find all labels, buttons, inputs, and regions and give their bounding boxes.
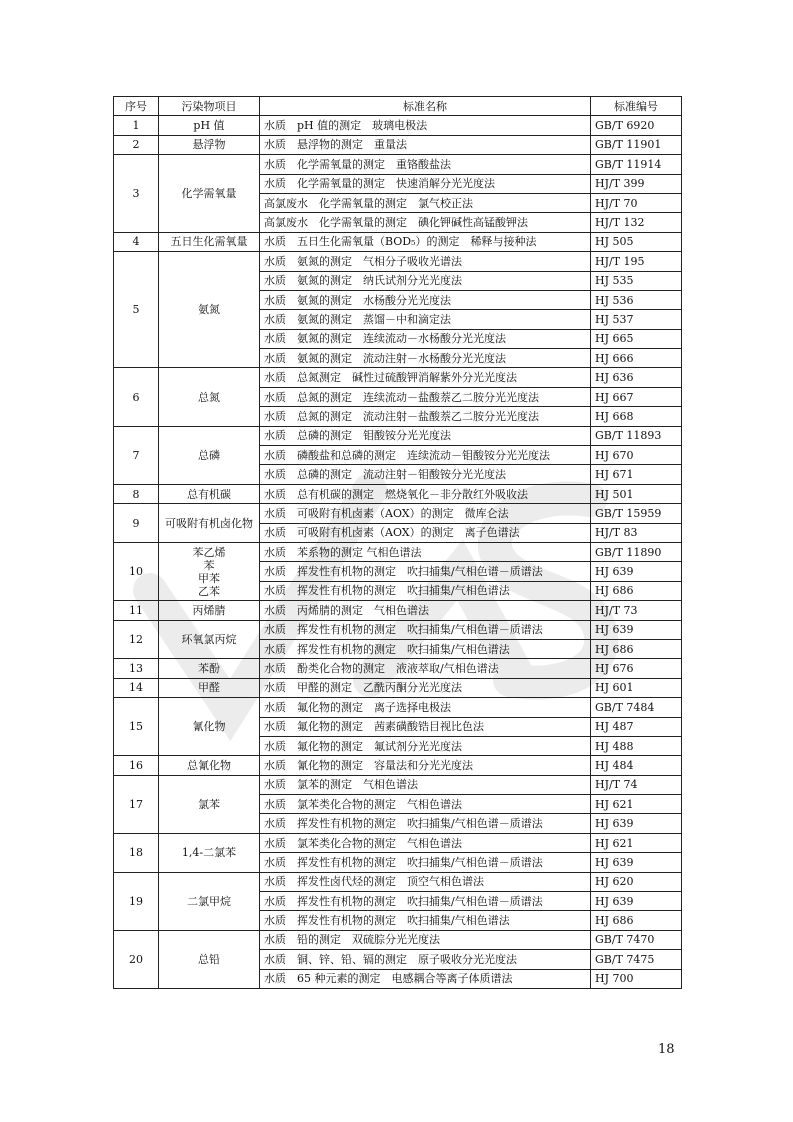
standard-name: 水质 氯苯的测定 气相色谱法 — [260, 775, 591, 794]
standard-name: 水质 化学需氧量的测定 重铬酸盐法 — [260, 155, 591, 174]
standards-table — [113, 96, 682, 989]
standard-code: HJ 686 — [591, 911, 682, 930]
pollutant-item-line: 乙苯 — [198, 584, 220, 598]
pollutant-item — [159, 698, 260, 756]
standard-name: 水质 挥发性有机物的测定 吹扫捕集/气相色谱法 — [260, 639, 591, 658]
row-number: 11 — [114, 601, 159, 620]
row-number: 5 — [114, 252, 159, 368]
pollutant-item-line: 苯乙烯 — [192, 545, 226, 559]
standard-code: HJ 639 — [591, 892, 682, 911]
table-row — [114, 368, 682, 387]
header-standard-name: 标准名称 — [260, 97, 591, 116]
standard-code: HJ 639 — [591, 814, 682, 833]
pollutant-item-line: 总磷 — [198, 448, 220, 462]
row-number: 10 — [114, 542, 159, 600]
pollutant-item — [159, 504, 260, 543]
standard-name: 水质 氰化物的测定 容量法和分光光度法 — [260, 756, 591, 775]
standard-code: HJ 639 — [591, 853, 682, 872]
standard-code: HJ 639 — [591, 620, 682, 639]
pollutant-item-line: 氰化物 — [192, 720, 226, 734]
standard-code: HJ 535 — [591, 271, 682, 290]
standard-name: 水质 氟化物的测定 茜素磺酸锆目视比色法 — [260, 717, 591, 736]
standard-code: HJ 487 — [591, 717, 682, 736]
standard-code: HJ 700 — [591, 969, 682, 988]
standard-code: HJ 501 — [591, 484, 682, 503]
pollutant-item — [159, 833, 260, 872]
standard-code: HJ 665 — [591, 329, 682, 348]
standard-name: 水质 挥发性有机物的测定 吹扫捕集/气相色谱法 — [260, 911, 591, 930]
standard-code: HJ/T 132 — [591, 213, 682, 232]
standard-name: 水质 氨氮的测定 蒸馏－中和滴定法 — [260, 310, 591, 329]
standard-name: 高氯废水 化学需氧量的测定 碘化钾碱性高锰酸钾法 — [260, 213, 591, 232]
standard-code: HJ 537 — [591, 310, 682, 329]
pollutant-item-line: 丙烯腈 — [192, 603, 226, 617]
standard-name: 水质 可吸附有机卤素（AOX）的测定 微库仑法 — [260, 504, 591, 523]
standard-code: HJ 636 — [591, 368, 682, 387]
standard-code: HJ 621 — [591, 795, 682, 814]
standard-code: HJ 505 — [591, 232, 682, 251]
standard-code: GB/T 11901 — [591, 135, 682, 154]
pollutant-item-line: 苯 — [203, 558, 215, 572]
table-row — [114, 775, 682, 794]
standard-name: 水质 pH 值的测定 玻璃电极法 — [260, 116, 591, 135]
table-row — [114, 678, 682, 697]
row-number: 6 — [114, 368, 159, 426]
standard-code: GB/T 11893 — [591, 426, 682, 445]
table-row — [114, 698, 682, 717]
standard-code: HJ 676 — [591, 659, 682, 678]
standard-name: 水质 总磷的测定 钼酸铵分光光度法 — [260, 426, 591, 445]
standard-name: 水质 氨氮的测定 连续流动－水杨酸分光光度法 — [260, 329, 591, 348]
standard-name: 水质 总氮的测定 连续流动－盐酸萘乙二胺分光光度法 — [260, 387, 591, 406]
pollutant-item-line: 五日生化需氧量 — [170, 235, 248, 249]
standard-name: 水质 总氮的测定 流动注射－盐酸萘乙二胺分光光度法 — [260, 407, 591, 426]
standard-name: 水质 挥发性有机物的测定 吹扫捕集/气相色谱－质谱法 — [260, 620, 591, 639]
pollutant-item-line: 可吸附有机卤化物 — [165, 516, 253, 530]
pollutant-item-line: 1,4-二氯苯 — [181, 846, 237, 860]
row-number: 20 — [114, 930, 159, 988]
pollutant-item — [159, 426, 260, 484]
pollutant-item — [159, 756, 260, 775]
standard-code: HJ 621 — [591, 833, 682, 852]
standard-name: 水质 氨氮的测定 纳氏试剂分光光度法 — [260, 271, 591, 290]
standard-name: 水质 65 种元素的测定 电感耦合等离子体质谱法 — [260, 969, 591, 988]
pollutant-item-line: 环氧氯丙烷 — [181, 632, 237, 646]
standard-code: HJ 601 — [591, 678, 682, 697]
standard-name: 水质 挥发性有机物的测定 吹扫捕集/气相色谱－质谱法 — [260, 562, 591, 581]
table-row — [114, 426, 682, 445]
standard-code: GB/T 11914 — [591, 155, 682, 174]
standard-code: HJ/T 83 — [591, 523, 682, 542]
table-header-row — [114, 97, 682, 116]
pollutant-item — [159, 620, 260, 659]
standard-code: HJ 686 — [591, 581, 682, 600]
standard-name: 水质 铅的测定 双硫腙分光光度法 — [260, 930, 591, 949]
pollutant-item-line: 悬浮物 — [192, 138, 226, 152]
standard-name: 水质 挥发性有机物的测定 吹扫捕集/气相色谱－质谱法 — [260, 853, 591, 872]
pollutant-item — [159, 775, 260, 833]
standard-code: HJ 484 — [591, 756, 682, 775]
standard-code: HJ 488 — [591, 736, 682, 755]
row-number: 17 — [114, 775, 159, 833]
header-pollutant: 污染物项目 — [159, 97, 260, 116]
row-number: 3 — [114, 155, 159, 233]
table-row — [114, 872, 682, 891]
row-number: 7 — [114, 426, 159, 484]
header-standard-code: 标准编号 — [591, 97, 682, 116]
table-row — [114, 756, 682, 775]
page-number: 18 — [658, 1042, 675, 1057]
standard-code: GB/T 7475 — [591, 950, 682, 969]
table-row — [114, 930, 682, 949]
standard-name: 水质 氨氮的测定 流动注射－水杨酸分光光度法 — [260, 349, 591, 368]
standard-code: HJ 639 — [591, 562, 682, 581]
table-row — [114, 116, 682, 135]
standard-name: 水质 氟化物的测定 离子选择电极法 — [260, 698, 591, 717]
pollutant-item-line: 总氮 — [198, 390, 220, 404]
pollutant-item — [159, 542, 260, 600]
table-row — [114, 232, 682, 251]
table-row — [114, 601, 682, 620]
pollutant-item-line: 总氰化物 — [187, 758, 231, 772]
pollutant-item — [159, 135, 260, 154]
standard-name: 水质 总氮测定 碱性过硫酸钾消解紫外分光光度法 — [260, 368, 591, 387]
pollutant-item-line: 氯苯 — [198, 797, 220, 811]
row-number: 1 — [114, 116, 159, 135]
pollutant-item — [159, 252, 260, 368]
table-row — [114, 833, 682, 852]
pollutant-item — [159, 116, 260, 135]
pollutant-item — [159, 232, 260, 251]
pollutant-item-line: pH 值 — [193, 119, 225, 133]
standard-code: HJ/T 70 — [591, 193, 682, 212]
pollutant-item-line: 总有机碳 — [187, 487, 231, 501]
row-number: 4 — [114, 232, 159, 251]
standard-code: GB/T 6920 — [591, 116, 682, 135]
table-row — [114, 542, 682, 561]
standard-name: 水质 丙烯腈的测定 气相色谱法 — [260, 601, 591, 620]
pollutant-item — [159, 678, 260, 697]
row-number: 12 — [114, 620, 159, 659]
standard-code: HJ 666 — [591, 349, 682, 368]
pollutant-item-line: 苯酚 — [198, 662, 220, 676]
table-row — [114, 504, 682, 523]
standard-code: HJ/T 74 — [591, 775, 682, 794]
table-row — [114, 155, 682, 174]
standard-code: HJ 620 — [591, 872, 682, 891]
table-body — [114, 116, 682, 989]
table-row — [114, 135, 682, 154]
pollutant-item — [159, 484, 260, 503]
row-number: 2 — [114, 135, 159, 154]
pollutant-item — [159, 872, 260, 930]
standard-name: 高氯废水 化学需氧量的测定 氯气校正法 — [260, 193, 591, 212]
row-number: 18 — [114, 833, 159, 872]
table-row — [114, 484, 682, 503]
standard-name: 水质 总有机碳的测定 燃烧氧化－非分散红外吸收法 — [260, 484, 591, 503]
row-number: 9 — [114, 504, 159, 543]
row-number: 14 — [114, 678, 159, 697]
standard-name: 水质 氨氮的测定 气相分子吸收光谱法 — [260, 252, 591, 271]
standard-name: 水质 甲醛的测定 乙酰丙酮分光光度法 — [260, 678, 591, 697]
pollutant-item-line: 甲醛 — [198, 681, 220, 695]
pollutant-item — [159, 155, 260, 233]
row-number: 13 — [114, 659, 159, 678]
pollutant-item-line: 化学需氧量 — [181, 186, 237, 200]
header-no: 序号 — [114, 97, 159, 116]
pollutant-item-line: 氨氮 — [198, 303, 220, 317]
pollutant-item-line: 总铅 — [198, 952, 220, 966]
standard-name: 水质 苯系物的测定 气相色谱法 — [260, 542, 591, 561]
standard-name: 水质 挥发性有机物的测定 吹扫捕集/气相色谱－质谱法 — [260, 892, 591, 911]
standard-code: HJ 670 — [591, 446, 682, 465]
standard-code: HJ/T 195 — [591, 252, 682, 271]
standard-name: 水质 悬浮物的测定 重量法 — [260, 135, 591, 154]
standard-name: 水质 氟化物的测定 氟试剂分光光度法 — [260, 736, 591, 755]
standard-name: 水质 挥发性有机物的测定 吹扫捕集/气相色谱法 — [260, 581, 591, 600]
standard-code: HJ 668 — [591, 407, 682, 426]
standard-code: HJ 671 — [591, 465, 682, 484]
standard-code: HJ 536 — [591, 290, 682, 309]
row-number: 8 — [114, 484, 159, 503]
row-number: 15 — [114, 698, 159, 756]
standard-name: 水质 可吸附有机卤素（AOX）的测定 离子色谱法 — [260, 523, 591, 542]
standard-code: GB/T 7470 — [591, 930, 682, 949]
standard-name: 水质 铜、锌、铅、镉的测定 原子吸收分光光度法 — [260, 950, 591, 969]
table-row — [114, 252, 682, 271]
standard-name: 水质 酚类化合物的测定 液液萃取/气相色谱法 — [260, 659, 591, 678]
standard-code: HJ 667 — [591, 387, 682, 406]
standard-code: HJ/T 73 — [591, 601, 682, 620]
standard-name: 水质 氯苯类化合物的测定 气相色谱法 — [260, 795, 591, 814]
standard-code: HJ 686 — [591, 639, 682, 658]
pollutant-item — [159, 601, 260, 620]
table-row — [114, 659, 682, 678]
standard-code: GB/T 15959 — [591, 504, 682, 523]
pollutant-item-line: 二氯甲烷 — [187, 894, 231, 908]
pollutant-item-line: 甲苯 — [198, 571, 220, 585]
standard-name: 水质 化学需氧量的测定 快速消解分光光度法 — [260, 174, 591, 193]
table-row — [114, 620, 682, 639]
standard-name: 水质 总磷的测定 流动注射－钼酸铵分光光度法 — [260, 465, 591, 484]
standard-code: GB/T 7484 — [591, 698, 682, 717]
standard-name: 水质 氯苯类化合物的测定 气相色谱法 — [260, 833, 591, 852]
row-number: 19 — [114, 872, 159, 930]
pollutant-item — [159, 930, 260, 988]
standard-name: 水质 五日生化需氧量（BOD₅）的测定 稀释与接种法 — [260, 232, 591, 251]
standard-code: GB/T 11890 — [591, 542, 682, 561]
standard-name: 水质 挥发性卤代烃的测定 顶空气相色谱法 — [260, 872, 591, 891]
pollutant-item — [159, 659, 260, 678]
standard-name: 水质 磷酸盐和总磷的测定 连续流动－钼酸铵分光光度法 — [260, 446, 591, 465]
standard-code: HJ/T 399 — [591, 174, 682, 193]
pollutant-item — [159, 368, 260, 426]
standard-name: 水质 氨氮的测定 水杨酸分光光度法 — [260, 290, 591, 309]
row-number: 16 — [114, 756, 159, 775]
standard-name: 水质 挥发性有机物的测定 吹扫捕集/气相色谱－质谱法 — [260, 814, 591, 833]
